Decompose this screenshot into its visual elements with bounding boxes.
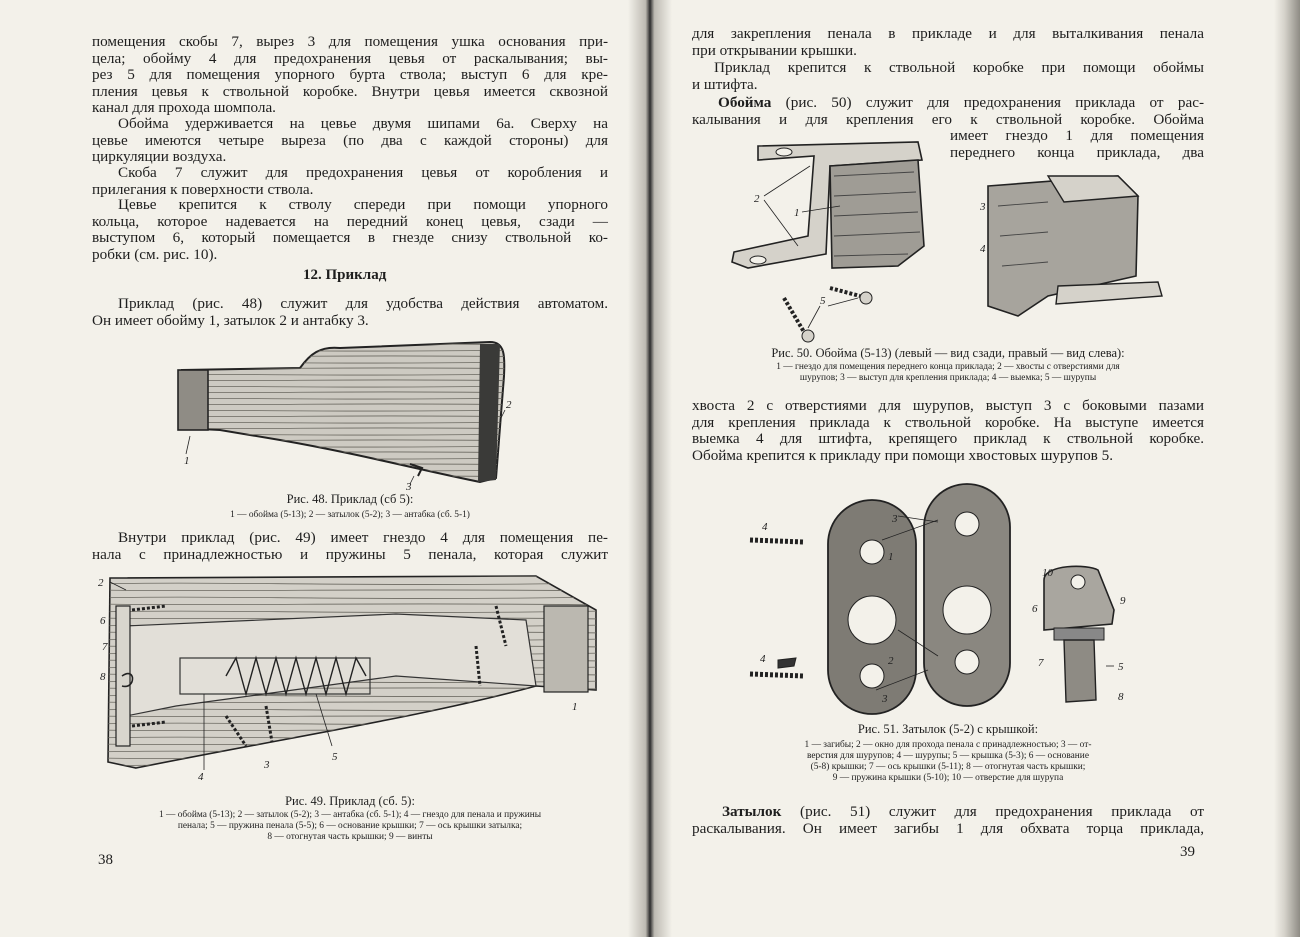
figure-51-caption: Рис. 51. Затылок (5-2) с крышкой: [857,722,1039,736]
section-heading: 12. Приклад [303,267,387,283]
fig50-label-1: 1 [794,207,800,219]
fig51-label-3b: 3 [882,693,888,705]
figure-49-stock-cutaway [96,566,608,784]
left-paragraph-4: Цевье крепится к стволу спереди при помощи упорного кольца, которое надевается на передний конец цевья, сзади — выступом 6, который помещается в гнезде снизу ствольной ко- робки (см. рис. 10). [92,196,608,263]
fig51-label-7: 7 [1038,657,1044,669]
fig51-label-4a: 4 [762,521,768,533]
left-page [0,0,628,937]
fig51-label-4b: 4 [760,653,766,665]
fig49-label-5: 5 [332,751,338,763]
fig51-label-8: 8 [1118,691,1124,703]
figure-51-buttplate [748,480,1160,720]
fig51-label-10: 10 [1042,567,1053,579]
fig49-label-3: 3 [264,759,270,771]
fig51-label-5: 5 [1118,661,1124,673]
zatylok-term: Затылок [722,803,782,820]
figure-50-legend: 1 — гнездо для помещения переднего конца приклада; 2 — хвосты с отверстиями для шурупов; 3 — выступ для крепления приклада; 4 — выемка; 5 — шурупы [776,362,1120,383]
fig48-label-1: 1 [184,455,190,467]
left-paragraph-3: Скоба 7 служит для предохранения цевья от коробления и прилегания к поверхности ствола. [92,164,608,198]
fig51-label-2: 2 [888,655,894,667]
figure-48-legend: 1 — обойма (5-13); 2 — затылок (5-2); 3 — антабка (сб. 5-1) [230,510,470,520]
left-paragraph-2: Обойма удерживается на цевье двумя шипами 6а. Сверху на цевье имеются четыре выреза (по два с каждой стороны) для циркуляции воздуха. [92,115,608,166]
figure-49-legend: 1 — обойма (5-13); 2 — затылок (5-2); 3 — антабка (сб. 5-1); 4 — гнездо для пенала и пружины пенала; 5 — пружина пенала (5-5); 6 — основание крышки; 7 — ось крышки затылка; 8 — отогнутая часть крышки; 9 — винты [158,810,542,842]
right-paragraph-5: Затылок (рис. 51) служит для предохранения приклада от раскалывания. Он имеет загибы 1 для обхвата торца приклада, [692,803,1204,837]
right-paragraph-1: для закрепления пенала в прикладе и для выталкивания пенала при открывании крышки. [692,25,1204,59]
fig49-label-1: 1 [572,701,578,713]
page-number-left: 38 [98,852,113,868]
right-paragraph-2: Приклад крепится к ствольной коробке при помощи обоймы и штифта. [692,59,1204,93]
fig48-label-2: 2 [506,399,512,411]
fig49-label-4: 4 [198,771,204,783]
left-paragraph-1: помещения скобы 7, вырез 3 для помещения ушка основания при- цела; обойму 4 для предохранения цевья от раскалывания; вы- рез 5 для помещения упорного бурта ствола; выступ 6 для кре- пления цевья к ствольной коробке. Внутри цевья имеется сквозной канал для прохода шомпола. [92,33,608,117]
fig49-label-6: 6 [100,615,106,627]
right-paragraph-4: хвоста 2 с отверстиями для шурупов, выступ 3 с боковыми пазами для крепления приклада к ствольной коробке. На выступе имеется выемка 4 для штифта, крепящего приклад к ствольной коробке. Обойма крепится к прикладу при помощи хвостовых шурупов 5. [692,397,1204,464]
fig50-label-2: 2 [754,193,760,205]
figure-50-caption: Рис. 50. Обойма (5-13) (левый — вид сзади, правый — вид слева): [771,346,1125,360]
page-number-right: 39 [1180,844,1195,860]
fig51-label-9: 9 [1120,595,1126,607]
fig49-label-7: 7 [102,641,108,653]
fig50-label-4: 4 [980,243,986,255]
figure-50-ferrule [718,136,1208,346]
book-gutter [628,0,672,937]
fig50-label-5: 5 [820,295,826,307]
right-page [672,0,1274,937]
fig50-label-3: 3 [980,201,986,213]
fig51-label-6: 6 [1032,603,1038,615]
fig49-label-2: 2 [98,577,104,589]
obojma-term: Обойма [718,94,772,111]
figure-48-stock [160,336,530,492]
fig48-label-3: 3 [406,481,412,492]
page-edge-shadow [1274,0,1300,937]
fig51-label-1: 1 [888,551,894,563]
figure-48-caption: Рис. 48. Приклад (сб 5): [286,492,414,506]
figure-49-caption: Рис. 49. Приклад (сб. 5): [285,794,415,808]
fig51-label-3a: 3 [892,513,898,525]
figure-51-legend: 1 — загибы; 2 — окно для прохода пенала с принадлежностью; 3 — от- верстия для шурупов; 4 — шурупы; 5 — крышка (5-3); 6 — основание (5-8) крышки; 7 — ось крышки (5-11); 8 — отогнутая часть крышки; 9 — пружина крышки (5-10); 10 — отверстие для шурупа [804,740,1092,783]
left-paragraph-6: Внутри приклад (рис. 49) имеет гнездо 4 для помещения пе- нала с принадлежностью и пружины 5 пенала, которая служит [92,529,608,563]
fig49-label-8: 8 [100,671,106,683]
left-paragraph-5: Приклад (рис. 48) служит для удобства действия автоматом. Он имеет обойму 1, затылок 2 и антабку 3. [92,295,608,329]
right-paragraph-3: Обойма (рис. 50) служит для предохранения приклада от рас- калывания и для крепления его к ствольной коробке. Обойма имеет гнездо 1 для помещения переднего конца приклада, два [692,94,1204,161]
